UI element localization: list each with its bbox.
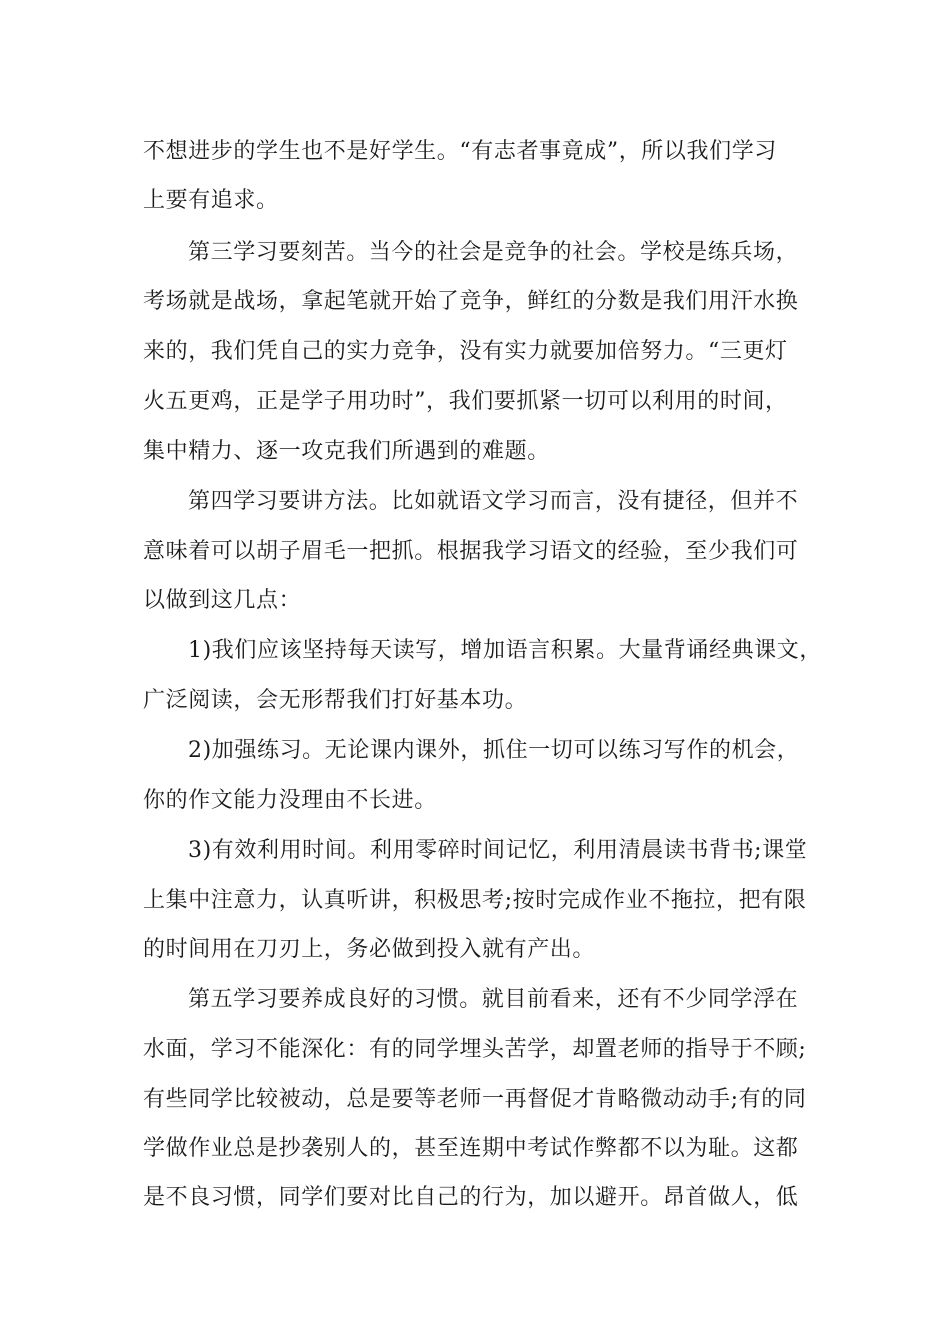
text-line: 是不良习惯，同学们要对比自己的行为，加以避开。昂首做人，低 bbox=[143, 1185, 799, 1210]
text-line: 考场就是战场，拿起笔就开始了竞争，鲜红的分数是我们用汗水换 bbox=[143, 289, 799, 314]
text-line: 上集中注意力，认真听讲，积极思考;按时完成作业不拖拉，把有限 bbox=[143, 888, 807, 913]
text-line: 你的作文能力没理由不长进。 bbox=[143, 788, 437, 813]
list-item-first-line: 3)有效利用时间。利用零碎时间记忆，利用清晨读书背书;课堂 bbox=[188, 838, 808, 863]
list-item-first-line: 2)加强练习。无论课内课外，抓住一切可以练习写作的机会， bbox=[188, 738, 800, 763]
text-line: 有些同学比较被动，总是要等老师一再督促才肯略微动动手;有的同 bbox=[143, 1087, 807, 1112]
paragraph-first-line: 第三学习要刻苦。当今的社会是竞争的社会。学校是练兵场， bbox=[188, 240, 799, 265]
text-line: 来的，我们凭自己的实力竞争，没有实力就要加倍努力。“三更灯 bbox=[143, 339, 788, 364]
list-item-first-line: 1)我们应该坚持每天读写，增加语言积累。大量背诵经典课文， bbox=[188, 638, 822, 663]
text-line: 不想进步的学生也不是好学生。“有志者事竟成”，所以我们学习 bbox=[143, 139, 777, 164]
text-line: 水面，学习不能深化：有的同学埋头苦学，却置老师的指导于不顾; bbox=[143, 1037, 807, 1062]
text-line: 学做作业总是抄袭别人的，甚至连期中考试作弊都不以为耻。这都 bbox=[143, 1136, 799, 1161]
text-line: 火五更鸡，正是学子用功时”，我们要抓紧一切可以利用的时间， bbox=[143, 389, 788, 414]
text-line: 集中精力、逐一攻克我们所遇到的难题。 bbox=[143, 439, 550, 464]
paragraph-first-line: 第四学习要讲方法。比如就语文学习而言，没有捷径，但并不 bbox=[188, 489, 799, 514]
text-line: 的时间用在刀刃上，务必做到投入就有产出。 bbox=[143, 937, 596, 962]
paragraph-first-line: 第五学习要养成良好的习惯。就目前看来，还有不少同学浮在 bbox=[188, 987, 799, 1012]
text-line: 以做到这几点： bbox=[143, 588, 302, 613]
text-line: 上要有追求。 bbox=[143, 188, 279, 213]
text-line: 意味着可以胡子眉毛一把抓。根据我学习语文的经验，至少我们可 bbox=[143, 539, 799, 564]
text-line: 广泛阅读，会无形帮我们打好基本功。 bbox=[143, 688, 528, 713]
